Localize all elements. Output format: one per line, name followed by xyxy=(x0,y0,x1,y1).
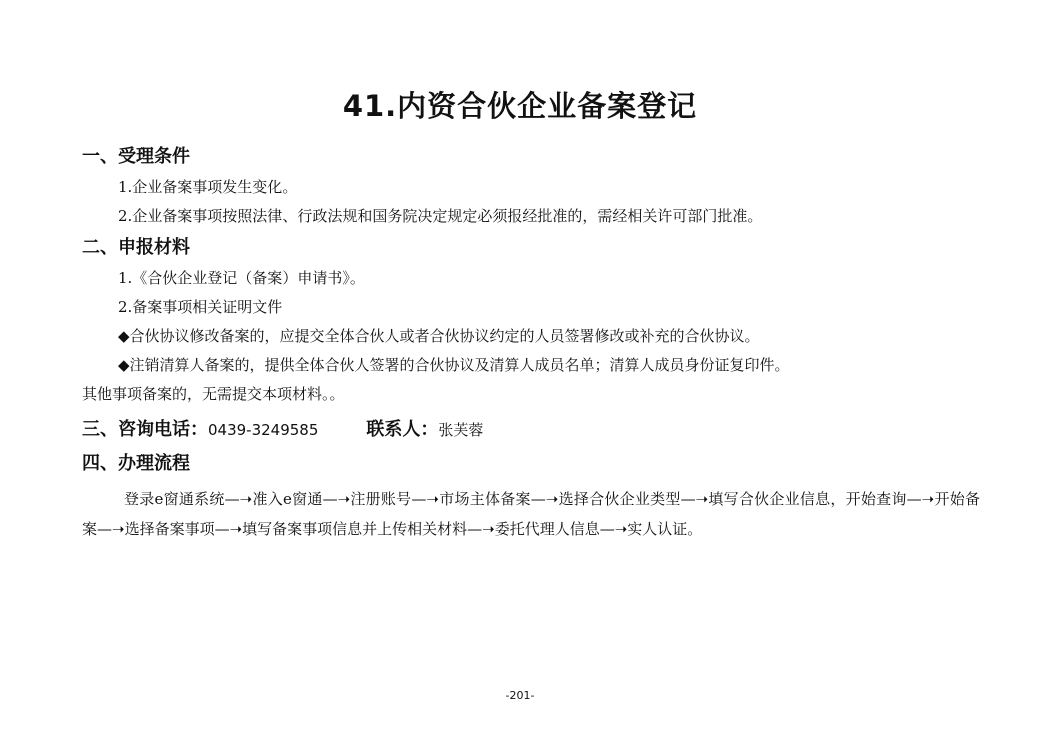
material-item-2: 2.备案事项相关证明文件 xyxy=(118,298,283,316)
contact-person-name: 张芙蓉 xyxy=(438,421,484,439)
consultation-label: 三、咨询电话： xyxy=(82,419,208,440)
section-heading-consultation xyxy=(82,418,483,442)
section-heading-application-materials: 二、申报材料 xyxy=(82,237,190,258)
material-item-1: 1.《合伙企业登记（备案）申请书》。 xyxy=(118,269,365,287)
page-number: -201- xyxy=(505,689,535,702)
condition-item-2: 2.企业备案事项按照法律、行政法规和国务院决定规定必须报经批准的，需经相关许可部门批准。 xyxy=(118,207,763,225)
condition-item-1: 1.企业备案事项发生变化。 xyxy=(118,178,298,196)
phone-number: 0439-3249585 xyxy=(208,421,319,439)
contact-person-label: 联系人： xyxy=(366,419,439,440)
material-bullet-1: ◆合伙协议修改备案的，应提交全体合伙人或者合伙协议约定的人员签署修改或补充的合伙协议。 xyxy=(118,327,760,345)
section-heading-acceptance-conditions: 一、受理条件 xyxy=(82,146,190,167)
page-title: 41.内资合伙企业备案登记 xyxy=(342,89,698,123)
material-note: 其他事项备案的，无需提交本项材料。。 xyxy=(82,385,345,403)
material-bullet-2: ◆注销清算人备案的，提供全体合伙人签署的合伙协议及清算人成员名单；清算人成员身份证复印件。 xyxy=(118,356,790,374)
procedure-flow-text: 登录e窗通系统—➝准入e窗通—➝注册账号—➝市场主体备案—➝选择合伙企业类型—➝填写合伙企业信息，开始查询—➝开始备案—➝选择备案事项—➝填写备案事项信息并上传相关材料—➝委托代理人信息—➝实人认证。 xyxy=(82,490,980,538)
section-heading-procedure: 四、办理流程 xyxy=(82,453,190,474)
